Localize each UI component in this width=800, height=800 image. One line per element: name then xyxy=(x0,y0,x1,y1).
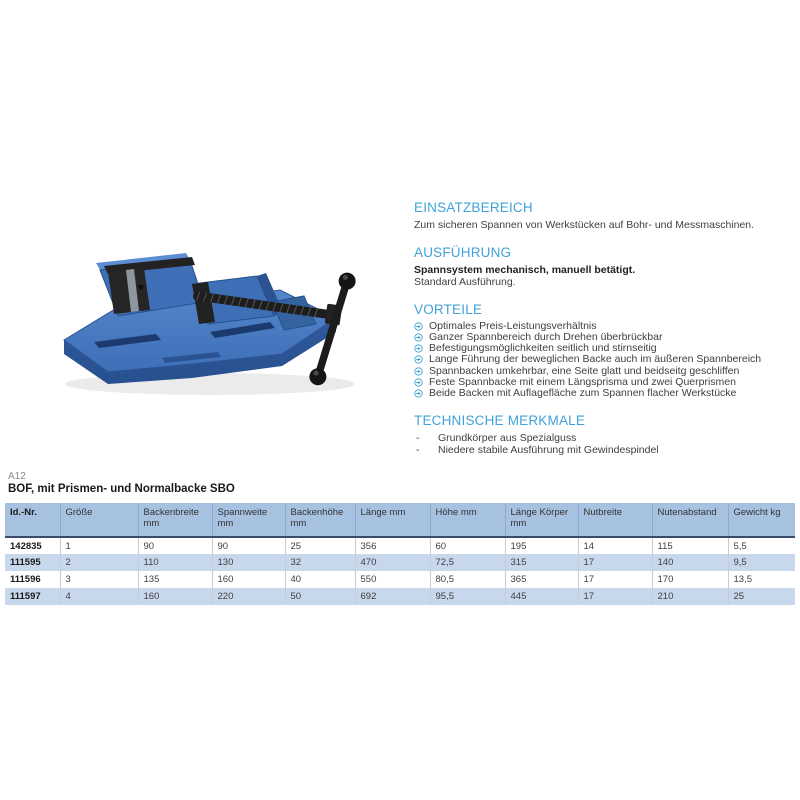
spec-cell: 220 xyxy=(212,588,285,605)
section-technische-merkmale xyxy=(414,413,792,456)
spec-column-header: Spannweite mm xyxy=(212,503,285,537)
spec-cell: 160 xyxy=(138,588,212,605)
section-ausfuehrung xyxy=(414,245,792,289)
vorteile-item-label: Befestigungsmöglichkeiten seitlich und stirnseitig xyxy=(429,342,657,355)
vorteile-item-label: Beide Backen mit Auflagefläche zum Spannen flacher Werkstücke xyxy=(429,387,737,400)
spec-table-body xyxy=(5,537,795,605)
spec-column-header: Gewicht kg xyxy=(728,503,795,537)
spec-cell: 160 xyxy=(212,571,285,588)
arrow-circle-icon xyxy=(414,389,423,398)
spec-column-header: Länge Körper mm xyxy=(505,503,578,537)
spec-cell-id-nr: 111595 xyxy=(5,554,60,571)
vorteile-item xyxy=(414,388,792,399)
spec-table-head xyxy=(5,503,795,537)
spec-column-header: Größe xyxy=(60,503,138,537)
spec-table-row xyxy=(5,588,795,605)
spec-cell: 5,5 xyxy=(733,540,747,552)
spec-cell: 3 xyxy=(60,571,138,588)
vorteile-item-label: Spannbacken umkehrbar, eine Seite glatt und beidseitg geschliffen xyxy=(429,364,740,377)
spec-table xyxy=(5,503,795,605)
arrow-circle-icon xyxy=(414,378,423,387)
spec-table-header-row xyxy=(5,503,795,537)
spec-cell: 50 xyxy=(285,588,355,605)
arrow-circle-icon xyxy=(414,322,423,331)
arrow-circle-icon xyxy=(414,355,423,364)
ausfuehrung-bold-text: Spannsystem mechanisch, manuell betätigt. xyxy=(414,263,636,276)
spec-cell: 135 xyxy=(138,571,212,588)
spec-cell: 80,5 xyxy=(430,571,505,588)
spec-cell: 365 xyxy=(505,571,578,588)
ausfuehrung-text: Standard Ausführung. xyxy=(414,276,516,288)
spec-cell: 14 xyxy=(578,537,652,554)
spec-cell: 210 xyxy=(652,588,728,605)
vorteile-item-label: Feste Spannbacke mit einem Längsprisma und zwei Querprismen xyxy=(429,375,736,388)
spec-cell: 130 xyxy=(212,554,285,571)
einsatzbereich-title: EINSATZBEREICH xyxy=(414,200,533,215)
spec-column-header: Nutenabstand xyxy=(652,503,728,537)
spec-cell: 17 xyxy=(578,571,652,588)
spec-cell: 2 xyxy=(60,554,138,571)
arrow-circle-icon xyxy=(414,333,423,342)
vorteile-item xyxy=(414,354,792,365)
ausfuehrung-title: AUSFÜHRUNG xyxy=(414,244,512,260)
spec-column-header: Höhe mm xyxy=(430,503,505,537)
spec-cell: 40 xyxy=(285,571,355,588)
vorteile-item-label: Optimales Preis-Leistungsverhältnis xyxy=(429,319,597,332)
vorteile-title: VORTEILE xyxy=(414,301,483,317)
spec-column-header: Nutbreite xyxy=(578,503,652,537)
product-image-drill-press-vise xyxy=(42,230,398,430)
spec-column-header: Backenhöhe mm xyxy=(285,503,355,537)
vise-illustration xyxy=(42,230,398,430)
spec-cell: 90 xyxy=(212,537,285,554)
spec-cell-id-nr: 111596 xyxy=(5,571,60,588)
merkmal-item: - Niedere stabile Ausführung mit Gewindespindel xyxy=(414,444,792,456)
vorteile-item-label: Ganzer Spannbereich durch Drehen überbrückbar xyxy=(429,330,663,343)
vorteile-list xyxy=(414,321,792,400)
product-name: BOF, mit Prismen- und Normalbacke SBO xyxy=(8,483,235,495)
spec-cell: 315 xyxy=(505,554,578,571)
spec-cell-id-nr: 142835 xyxy=(5,537,60,554)
info-column xyxy=(414,200,792,469)
spec-table-row xyxy=(5,571,795,588)
technische-merkmale-list xyxy=(414,432,792,456)
spec-column-header: Id.-Nr. xyxy=(5,503,60,537)
spec-cell: 72,5 xyxy=(430,554,505,571)
spec-column-header: Backenbreite mm xyxy=(138,503,212,537)
spec-cell: 140 xyxy=(652,554,728,571)
spec-cell: 356 xyxy=(355,537,430,554)
spec-table-row xyxy=(5,537,795,554)
spec-cell: 470 xyxy=(355,554,430,571)
spec-cell: 9,5 xyxy=(733,557,747,568)
spec-cell: 1 xyxy=(60,537,138,554)
spec-cell: 445 xyxy=(505,588,578,605)
spec-column-header: Länge mm xyxy=(355,503,430,537)
spec-cell: 32 xyxy=(285,554,355,571)
spec-cell: 550 xyxy=(355,571,430,588)
arrow-circle-icon xyxy=(414,344,423,353)
vorteile-item-label: Lange Führung der beweglichen Backe auch im äußeren Spannbereich xyxy=(429,353,762,366)
spec-cell: 4 xyxy=(60,588,138,605)
arrow-circle-icon xyxy=(414,367,423,376)
spec-table-row xyxy=(5,554,795,571)
section-einsatzbereich xyxy=(414,200,792,232)
spec-cell: 692 xyxy=(355,588,430,605)
spec-cell: 115 xyxy=(652,537,728,554)
einsatzbereich-text: Zum sicheren Spannen von Werkstücken auf Bohr- und Messmaschinen. xyxy=(414,219,755,231)
spec-cell: 110 xyxy=(138,554,212,571)
technische-merkmale-title: TECHNISCHE MERKMALE xyxy=(414,412,586,428)
merkmal-item: - Grundkörper aus Spezialguss xyxy=(414,432,792,444)
table-caption xyxy=(8,471,235,495)
spec-cell: 195 xyxy=(505,537,578,554)
spec-cell: 13,5 xyxy=(733,574,752,585)
spec-cell: 17 xyxy=(578,588,652,605)
spec-cell: 95,5 xyxy=(430,588,505,605)
spec-cell: 60 xyxy=(430,537,505,554)
spec-cell-id-nr: 111597 xyxy=(5,588,60,605)
spec-cell: 90 xyxy=(138,537,212,554)
section-vorteile xyxy=(414,302,792,400)
page-code: A12 xyxy=(8,471,26,482)
spec-cell: 170 xyxy=(652,571,728,588)
spec-cell: 25 xyxy=(285,537,355,554)
spec-cell: 17 xyxy=(578,554,652,571)
spec-cell: 25 xyxy=(733,591,745,602)
